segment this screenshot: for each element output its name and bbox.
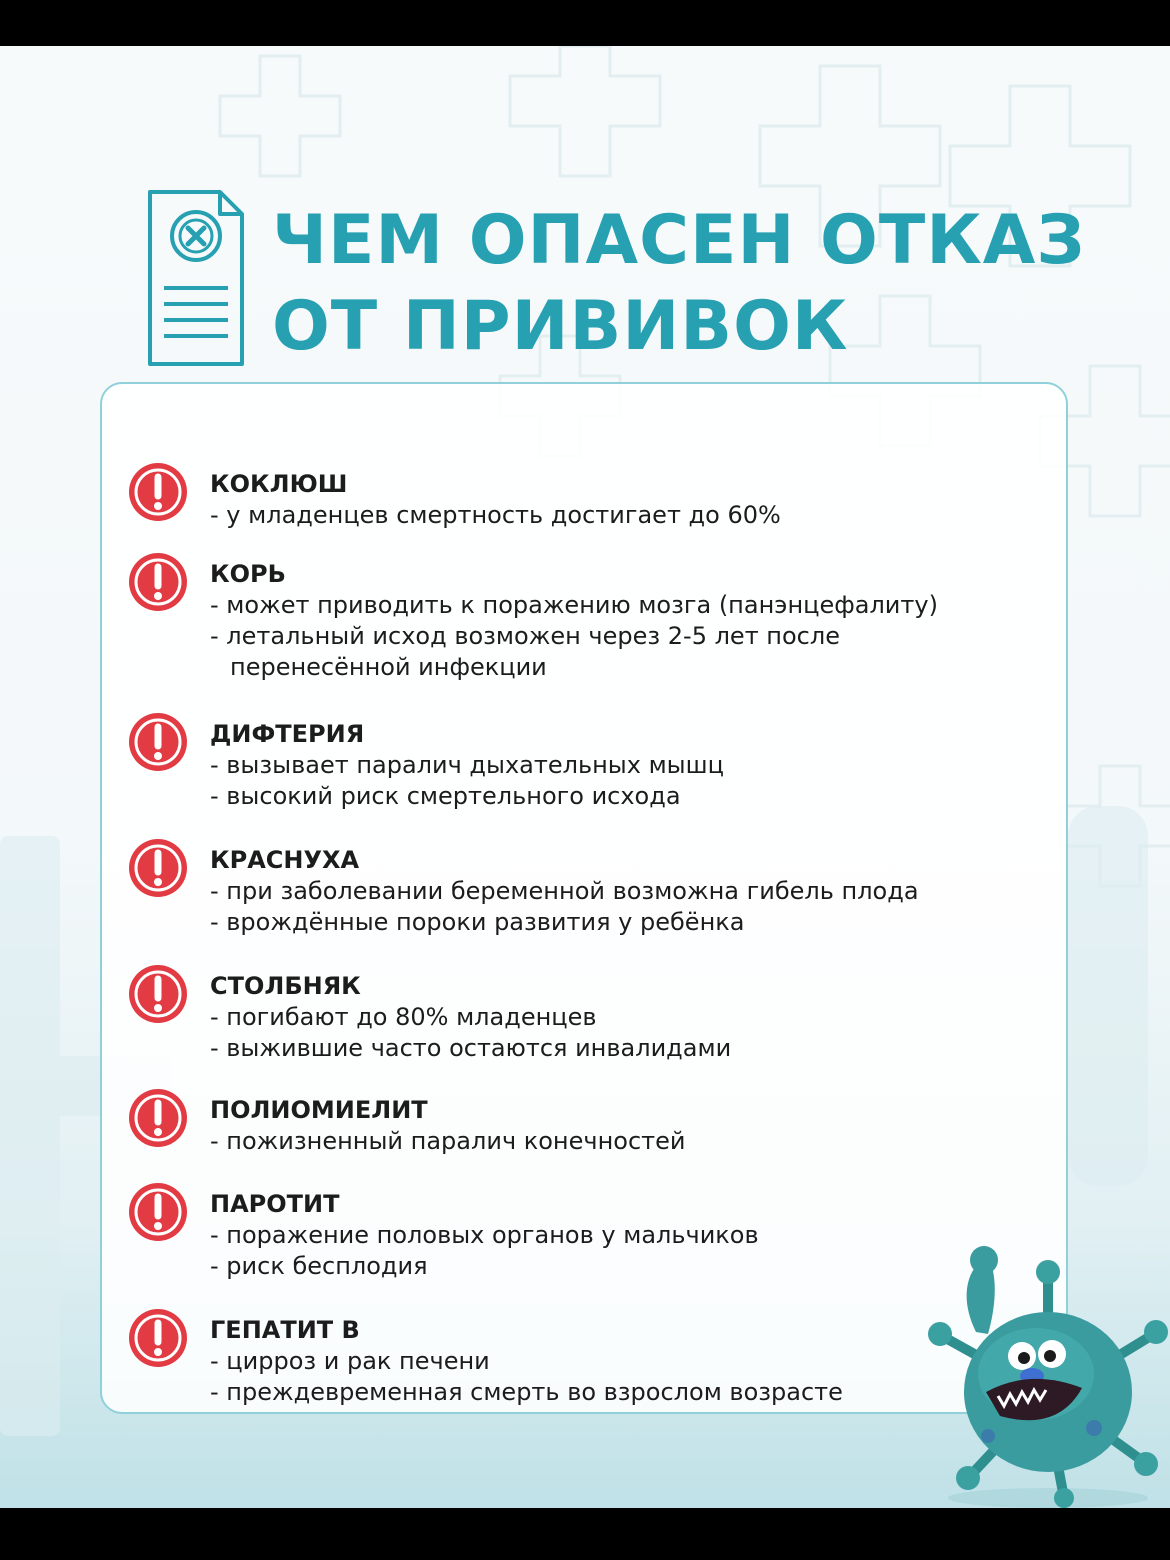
disease-description [210, 876, 919, 938]
disease-line: перенесённой инфекции [230, 653, 547, 681]
disease-title: КОРЬ [210, 560, 286, 588]
disease-title: ПОЛИОМИЕЛИТ [210, 1096, 428, 1124]
exclamation-warning-icon [128, 1088, 188, 1148]
disease-line: - пожизненный паралич конечностей [210, 1127, 686, 1155]
exclamation-warning-icon [128, 712, 188, 772]
disease-line: - летальный исход возможен через 2-5 лет после [210, 622, 840, 650]
exclamation-warning-icon [128, 462, 188, 522]
exclamation-warning-icon [128, 1182, 188, 1242]
disease-line: - врождённые пороки развития у ребёнка [210, 908, 745, 936]
disease-line: - высокий риск смертельного исхода [210, 782, 681, 810]
title-line-1: ЧЕМ ОПАСЕН ОТКАЗ [272, 201, 1086, 280]
disease-description [210, 500, 781, 531]
infographic-screen [0, 46, 1170, 1508]
page-title [272, 198, 1132, 370]
disease-description [210, 750, 724, 812]
disease-description [210, 1002, 731, 1064]
disease-line: - вызывает паралич дыхательных мышц [210, 751, 724, 779]
disease-line: - погибают до 80% младенцев [210, 1003, 597, 1031]
disease-line: - может приводить к поражению мозга (панэнцефалиту) [210, 591, 938, 619]
disease-title: КОКЛЮШ [210, 470, 348, 498]
disease-description [210, 1346, 843, 1408]
title-line-2: ОТ ПРИВИВОК [272, 287, 849, 366]
disease-title: ПАРОТИТ [210, 1190, 340, 1218]
exclamation-warning-icon [128, 838, 188, 898]
virus-mascot [918, 1236, 1170, 1508]
document-cross-icon [146, 188, 246, 368]
disease-line: - поражение половых органов у мальчиков [210, 1221, 759, 1249]
disease-line: - при заболевании беременной возможна гибель плода [210, 877, 919, 905]
exclamation-warning-icon [128, 964, 188, 1024]
disease-title: СТОЛБНЯК [210, 972, 361, 1000]
exclamation-warning-icon [128, 1308, 188, 1368]
disease-line: - риск бесплодия [210, 1252, 428, 1280]
disease-description [210, 590, 938, 683]
disease-title: КРАСНУХА [210, 846, 360, 874]
disease-title: ГЕПАТИТ В [210, 1316, 360, 1344]
disease-description [210, 1220, 759, 1282]
exclamation-warning-icon [128, 552, 188, 612]
disease-line: - преждевременная смерть во взрослом возрасте [210, 1378, 843, 1406]
disease-line: - у младенцев смертность достигает до 60% [210, 501, 781, 529]
disease-line: - цирроз и рак печени [210, 1347, 490, 1375]
disease-description [210, 1126, 685, 1157]
disease-line: - выжившие часто остаются инвалидами [210, 1034, 732, 1062]
disease-title: ДИФТЕРИЯ [210, 720, 365, 748]
